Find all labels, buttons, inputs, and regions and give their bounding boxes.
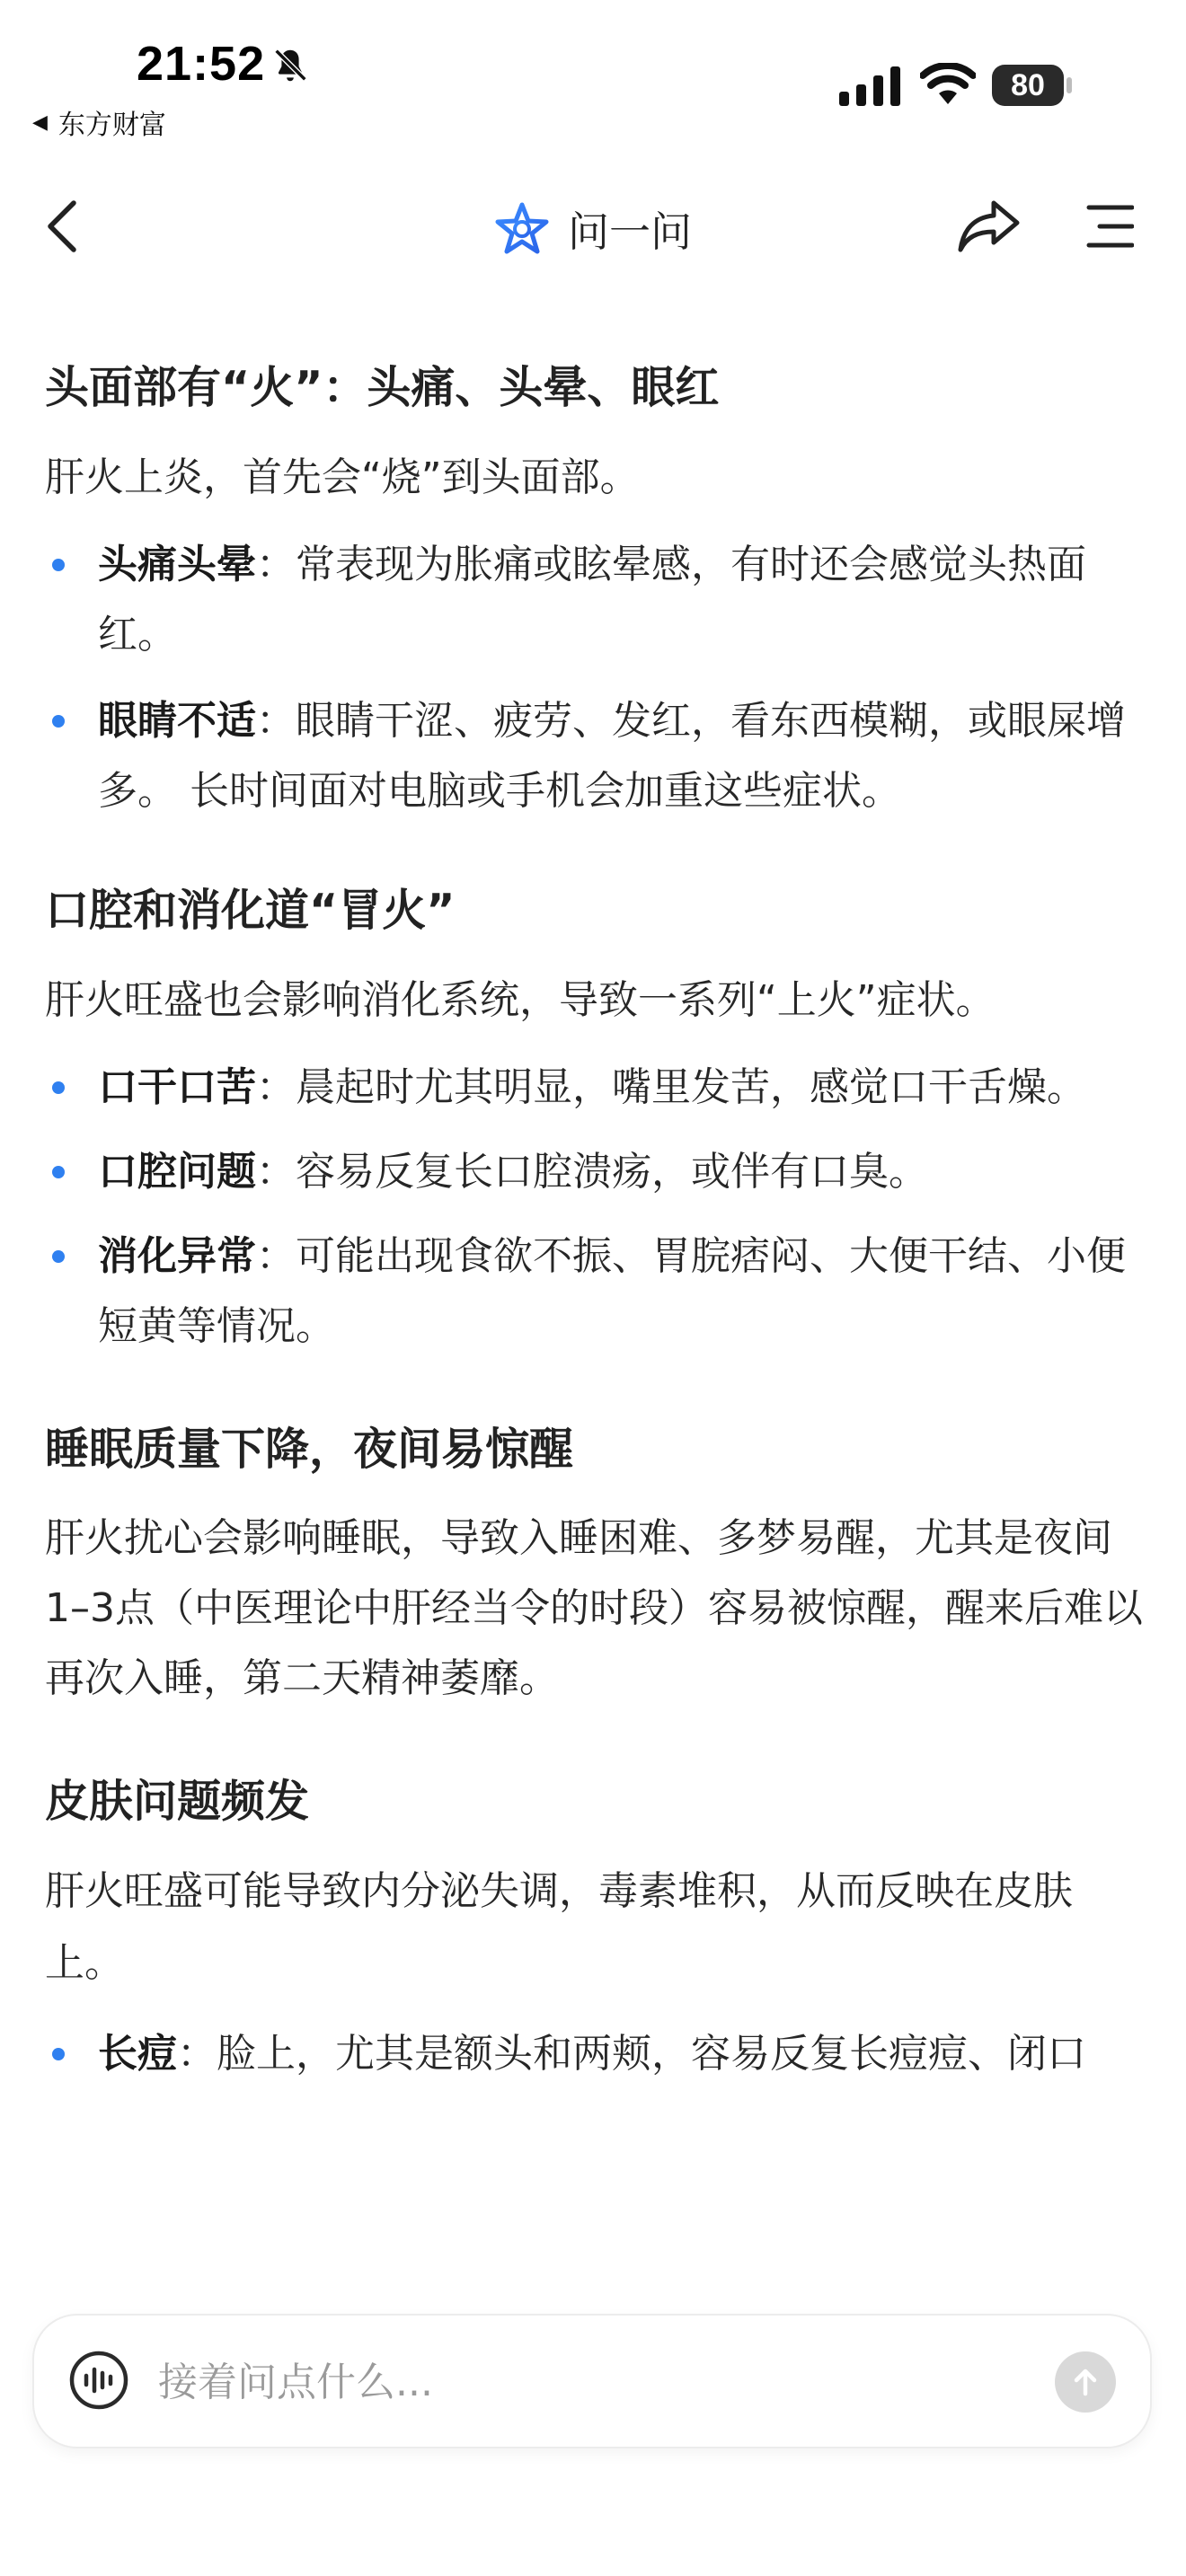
- ai-star-icon: [494, 201, 550, 257]
- section-heading: 口腔和消化道“冒火”: [45, 885, 456, 936]
- back-app-label: 东方财富: [58, 110, 166, 141]
- section-intro: 肝火旺盛可能导致内分泌失调，毒素堆积，从而反映在皮肤上。: [45, 1868, 1073, 1986]
- bullet-dot: [52, 1250, 65, 1263]
- list-item: 消化异常：可能出现食欲不振、胃脘痞闷、大便干结、小便短黄等情况。: [45, 1222, 1143, 1362]
- bullet-dot: [52, 1166, 65, 1178]
- cellular-signal-icon: [839, 66, 900, 106]
- menu-icon[interactable]: [1082, 203, 1134, 250]
- share-icon[interactable]: [956, 196, 1022, 255]
- bullet-dot: [52, 559, 65, 571]
- chevron-left-icon[interactable]: [41, 198, 86, 255]
- section-heading: 皮肤问题频发: [45, 1776, 310, 1827]
- item-term: 长痘: [98, 2031, 177, 2077]
- bullet-dot: [52, 2048, 65, 2060]
- wifi-icon: [920, 63, 976, 106]
- bullet-dot: [52, 1081, 65, 1094]
- item-text: 可能出现食欲不振、胃脘痞闷、大便干结、小便短黄等情况。: [98, 1233, 1126, 1349]
- answer-content: [45, 340, 1143, 2089]
- bullet-list: [45, 1053, 1143, 1362]
- send-button[interactable]: [1055, 2351, 1116, 2413]
- bullet-dot: [52, 715, 65, 728]
- nav-title: [494, 199, 692, 259]
- item-text: 眼睛干涩、疲劳、发红，看东西模糊，或眼屎增多。 长时间面对电脑或手机会加重这些症状。: [98, 698, 1126, 814]
- bullet-list: [45, 2019, 1143, 2089]
- section-intro: 肝火旺盛也会影响消化系统，导致一系列“上火”症状。: [45, 977, 996, 1023]
- list-item: 眼睛不适：眼睛干涩、疲劳、发红，看东西模糊，或眼屎增多。 长时间面对电脑或手机会加重这些症状。: [45, 686, 1143, 826]
- item-text: 脸上，尤其是额头和两颊，容易反复长痘痘、闭口: [217, 2031, 1086, 2077]
- chat-input-bar: [34, 2316, 1150, 2447]
- list-item: 长痘：脸上，尤其是额头和两颊，容易反复长痘痘、闭口: [45, 2019, 1143, 2089]
- section-heading: 头面部有“火”：头痛、头晕、眼红: [45, 362, 720, 413]
- bullet-list: [45, 530, 1143, 826]
- battery-level: 80: [992, 65, 1064, 106]
- battery-icon: [992, 65, 1073, 106]
- arrow-up-icon: [1070, 2367, 1101, 2397]
- back-to-app-link[interactable]: [32, 102, 166, 142]
- list-item: 口干口苦：晨起时尤其明显，嘴里发苦，感觉口干舌燥。: [45, 1053, 1143, 1123]
- chat-input[interactable]: [156, 2351, 969, 2413]
- back-triangle-icon: ◀: [32, 110, 48, 134]
- item-term: 头痛头晕: [98, 542, 256, 587]
- page-title: 问一问: [568, 207, 692, 256]
- item-text: 晨起时尤其明显，嘴里发苦，感觉口干舌燥。: [296, 1064, 1086, 1110]
- bell-slash-icon: [270, 45, 311, 86]
- item-term: 眼睛不适: [98, 698, 256, 744]
- section-heading: 睡眠质量下降，夜间易惊醒: [45, 1424, 574, 1475]
- item-term: 消化异常: [98, 1233, 256, 1279]
- item-text: 常表现为胀痛或眩晕感，有时还会感觉头热面红。: [98, 542, 1086, 657]
- item-term: 口干口苦: [98, 1064, 256, 1110]
- section-intro: 肝火扰心会影响睡眠，导致入睡困难、多梦易醒，尤其是夜间1–3点（中医理论中肝经当令的时段）容易被惊醒，醒来后难以再次入睡，第二天精神萎靡。: [45, 1515, 1143, 1701]
- item-text: 容易反复长口腔溃疡，或伴有口臭。: [296, 1149, 928, 1195]
- voice-input-icon[interactable]: [68, 2350, 129, 2411]
- list-item: 口腔问题：容易反复长口腔溃疡，或伴有口臭。: [45, 1137, 1143, 1207]
- status-time: 21:52: [137, 37, 266, 91]
- section-intro: 肝火上炎，首先会“烧”到头面部。: [45, 454, 640, 500]
- item-term: 口腔问题: [98, 1149, 256, 1195]
- list-item: 头痛头晕：常表现为胀痛或眩晕感，有时还会感觉头热面红。: [45, 530, 1143, 670]
